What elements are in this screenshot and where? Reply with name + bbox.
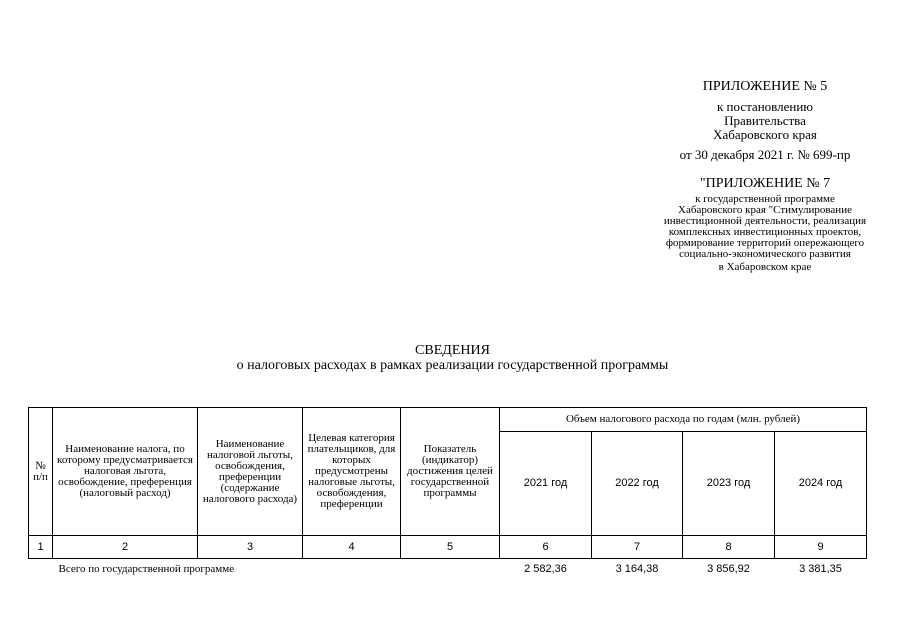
header-payer-category: Целевая категория плательщиков, для которых предусмотрены налоговые льготы, освобождения, преференции [303, 408, 401, 536]
appendix-7-line: к государственной программе [695, 193, 835, 205]
appendix-7-line: формирование территорий опережающего [665, 237, 865, 249]
document-subtitle: о налоговых расходах в рамках реализации государственной программы [236, 358, 669, 373]
document-title: СВЕДЕНИЯ [415, 343, 490, 358]
header-year: 2021 год [500, 432, 592, 536]
appendix-7-last-line: в Хабаровском крае [718, 261, 812, 273]
header-year: 2023 год [683, 432, 775, 536]
appendix-5-title: ПРИЛОЖЕНИЕ № 5 [702, 79, 828, 94]
tax-expenditure-table [28, 407, 867, 579]
column-number: 9 [775, 536, 867, 559]
header-num: № п/п [29, 408, 53, 536]
header-tax-name: Наименование налога, по которому предусматривается налоговая льгота, освобождение, преференция (налоговый расход) [53, 408, 198, 536]
header-indicator: Показатель (индикатор) достижения целей государственной программы [401, 408, 500, 536]
appendix-5-line-2: Правительства [724, 113, 806, 128]
appendix-7-line: социально-экономического развития [679, 248, 851, 260]
column-number: 4 [303, 536, 401, 559]
header-volume-group: Объем налогового расхода по годам (млн. рублей) [500, 408, 867, 432]
column-number: 5 [401, 536, 500, 559]
total-value: 3 381,35 [799, 562, 842, 575]
column-number: 7 [592, 536, 683, 559]
column-number: 8 [683, 536, 775, 559]
header-year: 2024 год [775, 432, 867, 536]
appendix-7-block [640, 176, 890, 273]
total-value: 2 582,36 [524, 562, 567, 575]
total-value: 3 164,38 [615, 562, 659, 575]
appendix-7-line: комплексных инвестиционных проектов, [668, 226, 862, 238]
header-benefit-name: Наименование налоговой льготы, освобождения, преференции (содержание налогового расхода) [198, 408, 303, 536]
appendix-7-line: инвестиционной деятельности, реализация [663, 215, 867, 227]
appendix-5-line-3: Хабаровского края [713, 127, 817, 142]
header-year: 2022 год [592, 432, 683, 536]
total-value: 3 856,92 [707, 562, 750, 575]
column-number: 1 [29, 536, 53, 559]
total-row [29, 559, 867, 580]
column-number: 2 [53, 536, 198, 559]
appendix-5-block [640, 80, 890, 162]
appendix-5-line-1: к постановлению [716, 99, 814, 114]
total-label: Всего по государственной программе [58, 562, 235, 575]
appendix-5-date: от 30 декабря 2021 г. № 699-пр [679, 147, 851, 162]
column-number: 6 [500, 536, 592, 559]
column-number: 3 [198, 536, 303, 559]
appendix-7-title: "ПРИЛОЖЕНИЕ № 7 [699, 176, 831, 191]
appendix-7-line: Хабаровского края "Стимулирование [678, 204, 852, 216]
document-title-block [0, 343, 905, 373]
